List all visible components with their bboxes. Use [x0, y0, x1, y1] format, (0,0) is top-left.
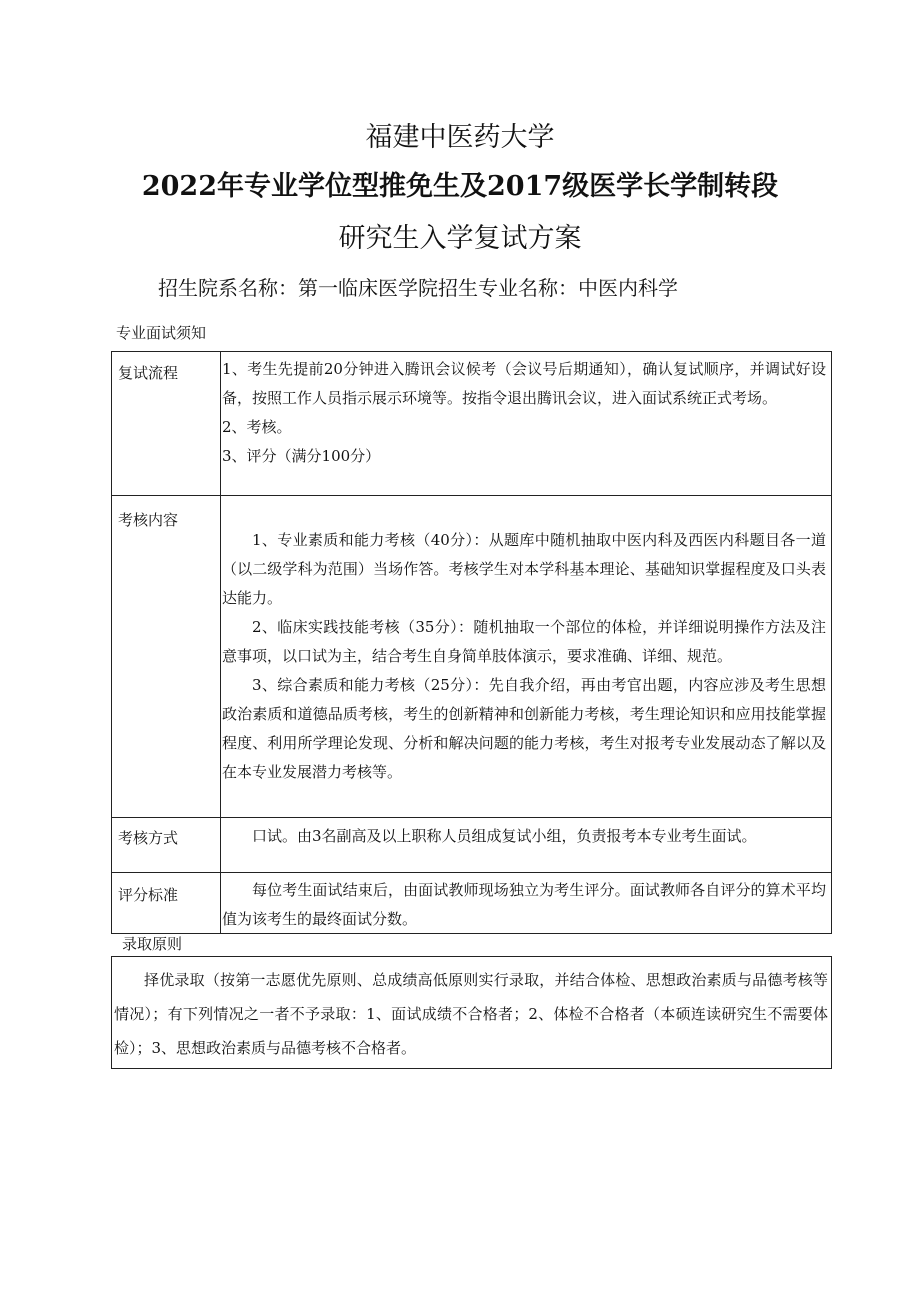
row-content-scoring — [222, 876, 826, 934]
university-title: 福建中医药大学 — [365, 122, 555, 153]
interview-notice-label: 专业面试须知 — [116, 324, 207, 342]
content-item-1: 1、专业素质和能力考核（40分）：从题库中随机抽取中医内科及西医内科题目各一道（以二级学科为范围）当场作答。考核学生对本学科基本理论、基础知识掌握程度及口头表达能力。 — [222, 531, 826, 607]
process-step-2: 2、考核。 — [222, 418, 292, 436]
row-content-method — [222, 822, 826, 851]
document-title-line-3: 研究生入学复试方案 — [338, 223, 582, 254]
table-row-divider — [112, 495, 831, 496]
document-title-line-2: 2022年专业学位型推免生及2017级医学长学制转段 — [141, 171, 779, 202]
admission-principle-text: 择优录取（按第一志愿优先原则、总成绩高低原则实行录取，并结合体检、思想政治素质与品德考核等情况）；有下列情况之一者不予录取：1、面试成绩不合格者；2、体检不合格者（本硕连读研究生不需要体检）；3、思想政治素质与品德考核不合格者。 — [114, 971, 828, 1057]
row-content-content — [222, 526, 826, 787]
department-major-subtitle: 招生院系名称：第一临床医学院招生专业名称：中医内科学 — [158, 276, 678, 300]
process-step-1: 1、考生先提前20分钟进入腾讯会议候考（会议号后期通知），确认复试顺序，并调试好设备，按照工作人员指示展示环境等。按指令退出腾讯会议，进入面试系统正式考场。 — [222, 360, 826, 407]
interview-table — [111, 351, 832, 934]
admission-principle-label: 录取原则 — [122, 935, 183, 953]
row-label-content: 考核内容 — [118, 511, 179, 529]
scoring-text: 每位考生面试结束后，由面试教师现场独立为考生评分。面试教师各自评分的算术平均值为该考生的最终面试分数。 — [222, 881, 826, 928]
content-item-2: 2、临床实践技能考核（35分）：随机抽取一个部位的体检，并详细说明操作方法及注意事项，以口试为主，结合考生自身简单肢体演示，要求准确、详细、规范。 — [222, 618, 826, 665]
row-label-scoring: 评分标准 — [118, 886, 179, 904]
admission-principle-box — [111, 956, 832, 1069]
table-row-divider — [112, 817, 831, 818]
table-column-divider — [220, 352, 221, 933]
content-item-3: 3、综合素质和能力考核（25分）：先自我介绍，再由考官出题，内容应涉及考生思想政治素质和道德品质考核，考生的创新精神和创新能力考核，考生理论知识和应用技能掌握程度、利用所学理论发现、分析和解决问题的能力考核，考生对报考专业发展动态了解以及在本专业发展潜力考核等。 — [222, 676, 826, 781]
table-row-divider — [112, 872, 831, 873]
row-content-process — [222, 355, 826, 471]
row-label-process: 复试流程 — [118, 364, 179, 382]
row-label-method: 考核方式 — [118, 829, 179, 847]
process-step-3: 3、评分（满分100分） — [222, 447, 381, 465]
method-text: 口试。由3名副高及以上职称人员组成复试小组，负责报考本专业考生面试。 — [252, 827, 757, 845]
